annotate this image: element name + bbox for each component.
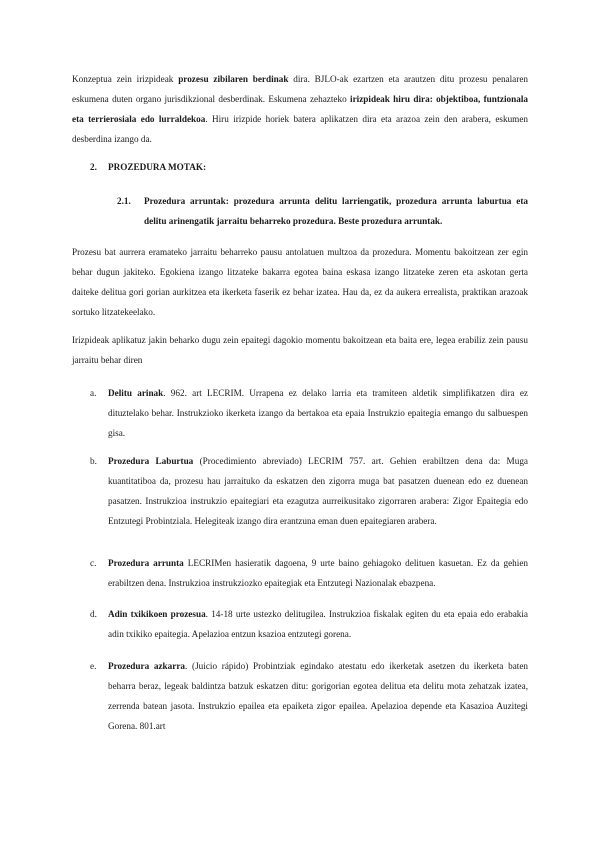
list-item-letter: c. (90, 558, 97, 568)
list-item (90, 451, 528, 531)
list-item (90, 604, 528, 644)
list-item-text: LECRIMen hasieratik dagoena, 9 urte baino gehiagoko delituen kasuetan. Ez da gehien erabiltzen dena. Instrukzioa instrukziozko epaitegiak eta Entzutegi Nazionalak ebazpena. (108, 558, 528, 588)
list-item-letter: e. (90, 661, 97, 671)
intro-bold-1: prozesu zibilaren berdinak (178, 74, 289, 84)
list-item-body (108, 656, 528, 736)
list-item-letter: b. (90, 456, 97, 466)
list-item-body (108, 604, 528, 644)
list-item-text: (Procedimiento abreviado) LECRIM 757. art. Gehien erabiltzen dena da: Muga kuantitatiboa da, prozesu hau jarraituko da eskatzen den zigorra muga bat pasatzen duenean edo ez duenean pasatzen. Instrukzioa instrukzio epaitegiari eta ezagutza aurreikusitako zigorraren arabera: Zigor Epaitegia edo Entzutegi Probintziala. Helegiteak izango dira erantzuna eman duen epaitegiaren arabera. (108, 456, 528, 526)
list-item-title: Adin txikikoen prozesua (108, 609, 206, 619)
intro-text-2: dira. BJLO-ak ezartzen eta arautzen ditu prozesu penalaren eskumena duten organo jurisdikzional desberdinak. Eskumena zehazteko (72, 74, 528, 104)
list-item-title: Prozedura arrunta (108, 558, 184, 568)
intro-paragraph (72, 69, 528, 149)
list-item-body (108, 383, 528, 443)
section-number: 2. (90, 162, 97, 172)
list-item-body (108, 451, 528, 531)
list-item-letter: a. (90, 388, 97, 398)
list-item-text: . 962. art LECRIM. Urrapena ez delako larria eta tramiteen aldetik simplifikatzen dira ez dituztelako behar. Instrukzioko ikerketa izango da bertakoa eta epaia Instrukzio epaitegia emango du salbuespen gisa. (108, 388, 528, 438)
intro-text-1: Konzeptua zein irizpideak (72, 74, 179, 84)
list-item-title: Delitu arinak (108, 388, 164, 398)
list-item-text: . 14-18 urte ustezko delitugilea. Instrukzioa fiskalak egiten du eta epaia edo erabakia adin txikiko epaitegia. Apelazioa entzun ksazioa entzutegi gorena. (108, 609, 529, 639)
intro-bold-2: irizpideak hiru dira: objektiboa, funtzionala eta terrierosiala edo lurraldekoa (72, 94, 528, 124)
subsection-title: Prozedura arruntak: prozedura arrunta delitu larriengatik, prozedura arrunta laburtua eta delitu arinengatik jarraitu beharreko prozedura. Beste prozedura arruntak. (144, 196, 528, 226)
list-item-text: . (Juicio rápido) Probintziak egindako atestatu edo ikerketak asetzen du ikerketa baten beharra beraz, legeak baldintza batzuk eskatzen ditu: gorigorian egotea delitua eta delitu mota zehatzak izatea, zerrenda batean jasota. Instrukzio epailea eta epaiketa zigor epailea. Apelazioa depende eta Kasazioa Auzitegi Gorena. 801.art (108, 661, 528, 731)
list-item-letter: d. (90, 609, 97, 619)
list-item-title: Prozedura azkarra (108, 661, 186, 671)
intro-text-3: . Hiru irizpide horiek batera aplikatzen dira eta arazoa zein den arabera, eskumen desberdina izango da. (72, 114, 528, 144)
section-heading (90, 157, 206, 177)
list-item-body (108, 553, 528, 593)
list-item-title: Prozedura Laburtua (108, 456, 194, 466)
paragraph-criteria: Irizpideak aplikatuz jakin beharko dugu zein epaitegi dagokio momentu bakoitzean eta baita ere, legea erabiliz zein pausu jarraitu behar diren (72, 335, 528, 365)
list-item (90, 383, 528, 443)
subsection-heading (117, 191, 528, 231)
list-item (90, 553, 528, 593)
list-item (90, 656, 528, 736)
paragraph-procedure: Prozesu bat aurrera eramateko jarraitu beharreko pausu antolatuen multzoa da prozedura. Momentu bakoitzean zer egin behar dugun jakiteko. Egokiena izango litzateke bakarra egotea baina eskasa izango litzateke zeren eta askotan gerta daiteke delitua gori gorian aurkitzea eta ikerketa faserik ez behar izatea. Hau da, ez da aukera errealista, praktikan arazoak sortuko litzatekeelako. (72, 247, 528, 317)
section-title: PROZEDURA MOTAK: (108, 162, 207, 172)
subsection-number: 2.1. (117, 196, 131, 206)
